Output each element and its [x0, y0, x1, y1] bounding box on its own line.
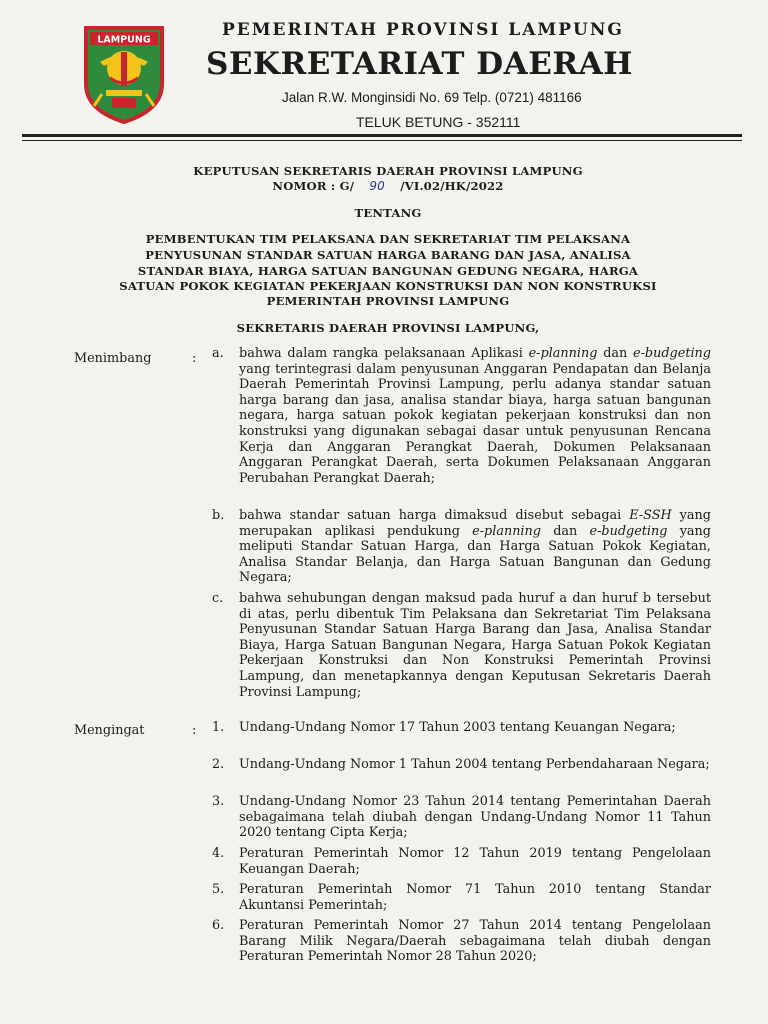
legal-basis-item — [239, 794, 711, 841]
text-run: Undang-Undang Nomor 17 Tahun 2003 tentang Keuangan Negara; — [239, 720, 676, 735]
subject-line: SATUAN POKOK KEGIATAN PEKERJAAN KONSTRUKSI DAN NON KONSTRUKSI — [119, 279, 657, 293]
department-name: SEKRETARIAT DAERAH — [206, 46, 633, 82]
issuer-heading: SEKRETARIS DAERAH PROVINSI LAMPUNG, — [236, 321, 540, 335]
legal-basis-marker: 5. — [212, 882, 225, 897]
clause-marker: a. — [212, 346, 224, 361]
subject-line: STANDAR BIAYA, HARGA SATUAN BANGUNAN GEDUNG NEGARA, HARGA — [137, 264, 639, 278]
text-run: bahwa sehubungan dengan maksud pada huruf a dan huruf b tersebut di atas, perlu dibentuk Tim Pelaksana dan Sekretariat Tim Pelaksana Penyusunan Standar Satuan Harga Barang dan Jasa, Analisa Standar Biaya, Harga Satuan Bangunan Negara, Harga Satuan Pokok Kegiatan Pekerjaan Konstruksi dan Non Konstruksi Pemerintah Provinsi Lampung, dan menetapkannya dengan Keputusan Sekretaris Daerah Provinsi Lampung; — [239, 591, 711, 700]
text-run: bahwa standar satuan harga dimaksud disebut sebagai — [239, 508, 630, 523]
italic-term: e-planning — [528, 346, 598, 361]
text-run: Undang-Undang Nomor 1 Tahun 2004 tentang Perbendaharaan Negara; — [239, 757, 710, 772]
lampung-emblem-logo — [80, 22, 168, 126]
text-run: dan — [597, 346, 634, 361]
text-run: dan — [540, 523, 590, 539]
decree-number-handwritten: 90 — [369, 179, 386, 193]
text-run: Peraturan Pemerintah Nomor 71 Tahun 2010 tentang Standar Akuntansi Pemerintah; — [239, 882, 711, 913]
tentang-heading: TENTANG — [354, 206, 422, 220]
subject-line: PEMBENTUKAN TIM PELAKSANA DAN SEKRETARIAT TIM PELAKSANA — [145, 232, 631, 246]
consideration-clause — [239, 346, 711, 486]
menimbang-label: Menimbang — [74, 351, 152, 366]
legal-basis-item — [239, 720, 711, 736]
italic-term: e-planning — [472, 523, 541, 539]
mengingat-colon: : — [192, 723, 197, 738]
legal-basis-item — [239, 757, 711, 773]
legal-basis-item — [239, 918, 711, 965]
legal-basis-marker: 3. — [212, 794, 225, 809]
subject-line: PENYUSUNAN STANDAR SATUAN HARGA BARANG DAN JASA, ANALISA — [145, 248, 631, 262]
subject-line: PEMERINTAH PROVINSI LAMPUNG — [266, 294, 510, 308]
italic-term: e-budgeting — [589, 523, 668, 539]
letterhead-divider — [22, 134, 742, 137]
decree-title: KEPUTUSAN SEKRETARIS DAERAH PROVINSI LAMPUNG — [193, 164, 583, 178]
legal-basis-marker: 4. — [212, 846, 225, 861]
office-city: TELUK BETUNG - 352111 — [356, 114, 521, 130]
mengingat-label: Mengingat — [74, 723, 145, 738]
text-run: Undang-Undang Nomor 23 Tahun 2014 tentang Pemerintahan Daerah sebagaimana telah diubah dengan Undang-Undang Nomor 11 Tahun 2020 tentang Cipta Kerja; — [239, 794, 711, 841]
government-name: PEMERINTAH PROVINSI LAMPUNG — [222, 20, 624, 40]
legal-basis-item — [239, 882, 711, 913]
office-address: Jalan R.W. Monginsidi No. 69 Telp. (0721) 481166 — [282, 90, 582, 105]
decree-number — [20, 179, 756, 193]
italic-term: E-SSH — [629, 508, 672, 523]
legal-basis-marker: 2. — [212, 757, 225, 772]
text-run: Peraturan Pemerintah Nomor 27 Tahun 2014 tentang Pengelolaan Barang Milik Negara/Daerah sebagaimana telah diubah dengan Peraturan Pemerintah Nomor 28 Tahun 2020; — [239, 918, 711, 965]
letterhead-divider-thin — [22, 140, 742, 141]
legal-basis-item — [239, 846, 711, 877]
consideration-clause — [239, 591, 711, 700]
text-run: yang meliputi Standar Satuan Harga, dan Harga Satuan Pokok Kegiatan, Analisa Standar Belanja, dan Harga Satuan Bangunan dan Gedung Negara; — [239, 523, 711, 586]
italic-term: e-budgeting — [633, 346, 711, 361]
clause-marker: b. — [212, 508, 225, 523]
decree-number-prefix: NOMOR : G/ — [272, 179, 355, 193]
text-run: bahwa dalam rangka pelaksanaan Aplikasi — [239, 346, 529, 361]
logo-lettering: LAMPUNG — [97, 34, 151, 46]
legal-basis-marker: 6. — [212, 918, 225, 933]
menimbang-colon: : — [192, 351, 197, 366]
legal-basis-marker: 1. — [212, 720, 225, 735]
text-run: yang merupakan aplikasi pendukung — [239, 508, 711, 539]
clause-marker: c. — [212, 591, 224, 606]
consideration-clause — [239, 508, 711, 586]
text-run: Peraturan Pemerintah Nomor 12 Tahun 2019 tentang Pengelolaan Keuangan Daerah; — [239, 846, 711, 877]
decree-number-suffix: /VI.02/HK/2022 — [400, 179, 504, 193]
text-run: yang terintegrasi dalam penyusunan Anggaran Pendapatan dan Belanja Daerah Pemerintah Provinsi Lampung, perlu adanya standar satuan harga barang dan jasa, analisa standar biaya, harga satuan bangunan negara, harga satuan pokok kegiatan pekerjaan konstruksi dan non konstruksi yang digunakan sebagai dasar untuk penyusunan Rencana Kerja dan Anggaran Perangkat Daerah, Dokumen Pelaksanaan Anggaran Perangkat Daerah, serta Dokumen Pelaksanaan Anggaran Perubahan Perangkat Daerah; — [239, 361, 711, 486]
